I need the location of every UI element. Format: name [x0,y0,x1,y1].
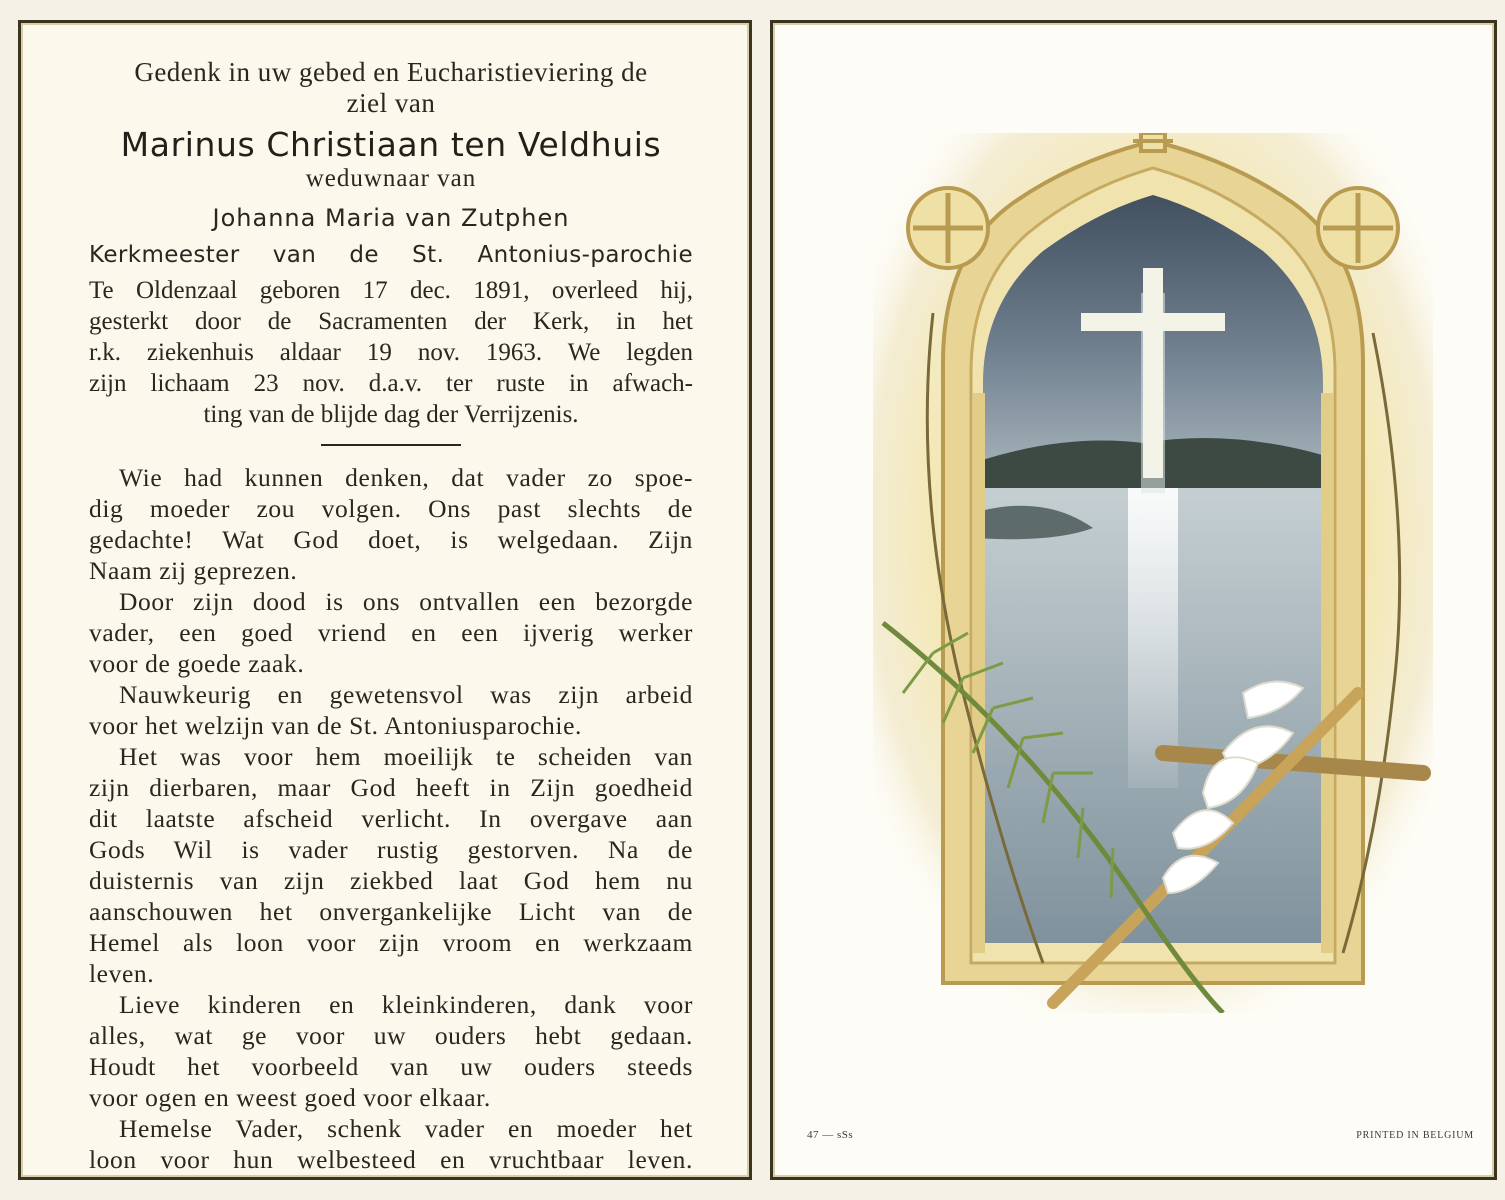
paragraph-line: Naam zij geprezen. [89,556,298,585]
biography-line: gesterkt door de Sacramenten der Kerk, in het [89,308,693,335]
paragraph-line: Hemelse Vader, schenk vader en moeder het [119,1114,693,1143]
paragraph-line: Door zijn dood is ons ontvallen een bezorgde [119,587,693,616]
intro-line-2: ziel van [346,88,436,118]
paragraph-4 [89,741,693,989]
paragraph-line: Houdt het voorbeeld van uw ouders steeds [89,1052,693,1081]
print-code: 47 — sSs [807,1129,854,1141]
paragraph-line: zijn dierbaren, maar God heeft in Zijn goedheid [89,773,693,802]
body-paragraphs [89,462,693,1175]
intro-text [89,57,693,119]
divider-rule [321,444,461,446]
gothic-window-illustration [873,133,1433,1013]
paragraph-line: Wie had kunnen denken, dat vader zo spoe- [119,463,693,492]
paragraph-2 [89,586,693,679]
paragraph-line: Nauwkeurig en gewetensvol was zijn arbeid [119,680,693,709]
cross-vertical [1143,268,1163,478]
paragraph-line: dit laatste afscheid verlicht. In overgave aan [89,804,693,833]
paragraph-line: leven. [89,959,155,988]
paragraph-line: duisternis van zijn ziekbed laat God hem nu [89,866,693,895]
top-finial [1133,133,1173,151]
paragraph-line: loon voor hun welbesteed en vruchtbaar leven. [89,1145,693,1174]
paragraph-line: alles, wat ge voor uw ouders hebt gedaan. [89,1021,693,1050]
paragraph-line: Het was voor hem moeilijk te scheiden van [119,742,693,771]
paragraph-line: gedachte! Wat God doet, is welgedaan. Zijn [89,525,693,554]
paragraph-line: voor de goede zaak. [89,649,305,678]
biography-line: Te Oldenzaal geboren 17 dec. 1891, overleed hij, [89,277,693,304]
left-card-text-side [18,20,752,1180]
paragraph-line: aanschouwen het onvergankelijke Licht van de [89,897,693,926]
intro-line-1: Gedenk in uw gebed en Eucharistieviering de [134,57,648,87]
biography [89,275,693,430]
relation-text: weduwnaar van [305,165,477,192]
paragraph-line: Gods Wil is vader rustig gestorven. Na de [89,835,693,864]
right-card-image-side [770,20,1497,1180]
paragraph-3 [89,679,693,741]
biography-line: zijn lichaam 23 nov. d.a.v. ter ruste in afwach- [89,370,693,397]
spouse-name: Johanna Maria van Zutphen [212,204,570,232]
printed-in-label: PRINTED IN BELGIUM [1356,1130,1474,1141]
biography-line: ting van de blijde dag der Verrijzenis. [203,401,579,428]
paragraph-line: Hemel als loon voor zijn vroom en werkzaam [89,928,693,957]
memorial-text [89,57,693,1175]
biography-line: r.k. ziekenhuis aldaar 19 nov. 1963. We legden [89,339,693,366]
right-column [1321,393,1333,953]
paragraph-line: voor ogen en weest goed voor elkaar. [89,1083,491,1112]
paragraph-line: vader, een goed vriend en een ijverig werker [89,618,693,647]
deceased-name: Marinus Christiaan ten Veldhuis [120,125,662,164]
role-text: Kerkmeester van de St. Antonius-parochie [89,242,693,268]
paragraph-line: voor het welzijn van de St. Antoniusparochie. [89,711,582,740]
paragraph-line: Lieve kinderen en kleinkinderen, dank voor [119,990,693,1019]
paragraph-6 [89,1113,693,1175]
paragraph-1 [89,462,693,586]
paragraph-5 [89,989,693,1113]
cross-horizontal [1081,313,1225,331]
light-reflection [1128,488,1178,788]
paragraph-line: dig moeder zou volgen. Ons past slechts de [89,494,693,523]
